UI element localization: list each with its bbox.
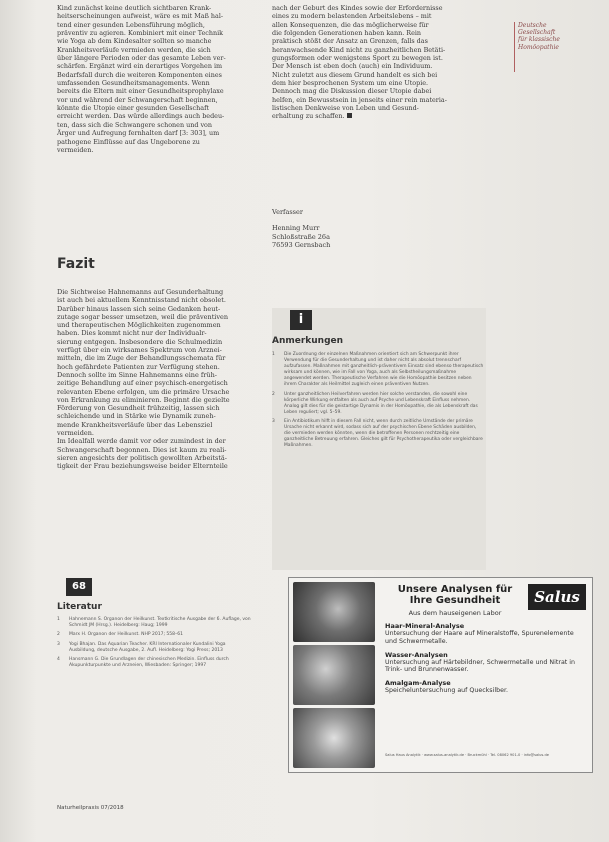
literature-text: Hansmann G. Die Grundlagen der chinesischen Medizin. Einfluss durch Akupunkturpunkte und Arzneien, Wiesbaden: Springer; 1997 (69, 657, 229, 669)
text-line: die folgenden Generationen haben kann. Rein (272, 29, 422, 38)
text-line: Förderung von Gesundheit frühzeitig, lassen sich (57, 404, 220, 413)
ad-item (385, 651, 585, 675)
society-logo (518, 22, 598, 51)
note-item (272, 392, 484, 416)
text-line: dem hier besprochenen System um eine Utopie. (272, 79, 429, 88)
note-number: 2 (272, 391, 275, 397)
ad-subline: Aus dem hauseigenen Labor (408, 609, 502, 617)
literature-heading: Literatur (57, 602, 102, 612)
ad-headline: Unsere Analysen für Ihre Gesundheit (397, 584, 513, 606)
ad-photo-water (293, 645, 375, 705)
ad-item-title: Amalgam-Analyse (385, 679, 451, 688)
literature-item (57, 617, 253, 629)
text-line: Nicht zuletzt aus diesem Grund handelt es sich bei (272, 70, 438, 79)
text-line: sieren angesichts der politisch gewollten Arbeitstä- (57, 453, 227, 462)
text-line: vermeiden. (57, 429, 94, 438)
text-line: sierung entgegen. Insbesondere die Schulmedizin (57, 337, 223, 346)
note-text: Ein Antibiotikum hilft in diesem Fall nicht, wenn durch zeitliche Umstände der primäre Ursache nicht erkannt wird, sodass sich auf der psychischen Ebene Schäden ausbilden, die vermieden werden könnten, wenn die betroffenen Personen rechtzeitig eine ganzheitliche Betreuung erfahren. Gleiches gilt für Psychotherapeutika oder vergleichbare Maßnahmen. (284, 418, 483, 449)
literature-number: 4 (57, 657, 60, 663)
ad-item-desc: Speicheluntersuchung auf Quecksilber. (385, 687, 508, 695)
text-line (272, 112, 486, 120)
text-line: präventiv zu agieren. Kombiniert mit einer Technik (57, 29, 224, 38)
ad-contact: Salus Haus Analytik · www.salus-analytik.de · Bruckmühl · Tel. 08062 901-0 · info@salus.de (385, 753, 549, 757)
literature-number: 1 (57, 617, 60, 622)
info-icon: i (290, 310, 312, 330)
ad-item-title: Wasser-Analysen (385, 650, 448, 659)
literature-text: Yogi Bhajan. Das Aquarian Teacher. KRI Internationaler Kundalini Yoga Ausbildung, deutsche Ausgabe, 2. Aufl. Heidelberg: Yogi Press; 2013 (69, 641, 226, 653)
ad-photo-hair (293, 582, 375, 642)
text-line: hoch gefährdete Patienten zur Verfügung stehen. (57, 362, 220, 371)
text-line: schärfen. Ergänzt wird ein derartiges Vorgehen im (57, 62, 223, 71)
text-line: Krankheitsverläufe vermieden werden, die sich (57, 45, 211, 54)
note-number: 3 (272, 418, 275, 424)
literature-text: Hahnemann S. Organon der Heilkunst. Textkritische Ausgabe der 6. Auflage, von Schmidt JM (Hrsg.). Heidelberg: Haug; 1999 (69, 617, 251, 629)
advertisement (288, 577, 593, 773)
literature-item (57, 632, 253, 638)
text-line: haben. Dies kommt nicht nur der Individualr- (57, 329, 207, 338)
text-line: umfassenden Gesundheitsmanagements. Wenn (57, 79, 210, 88)
note-text: Die Zuordnung der einzelnen Maßnahmen orientiert sich am Schwerpunkt ihrer Verwendung für die Gesunderhaltung und ist daher nicht als absolut trennscharf aufzufassen. Maßnahmen mit ganzheitlich-präventivem Einsatz sind ebenso therapeutisch wirksam und können, wie im Fall von Yoga, auch als Selbstheilungsmaßnahme angewendet werden. Therapeutische Verfahren wie die Homöopathie besitzen neben ihrem Charakter als Heilmittel zugleich einen präventiven Nutzen. (284, 352, 484, 388)
text-line: Ärger und Aufregung fernhalten darf [3: 303], um (57, 129, 220, 138)
text-line: Dennoch mag die Diskussion dieser Utopie dabei (272, 87, 432, 96)
author-street: Schloßstraße 26a (272, 232, 330, 241)
text-line: tend einer gesunden Lebensführung möglich, (57, 20, 205, 29)
logo-line: für klassische (518, 36, 560, 44)
text-line: Im Idealfall werde damit vor oder zumindest in der (57, 437, 226, 446)
text-line: ten, dass sich die Schwangere schonen und von (57, 120, 213, 129)
ad-item-title: Haar-Mineral-Analyse (385, 622, 465, 630)
text-line: praktisch stößt der Ansatz an Grenzen, falls das (272, 37, 428, 46)
text-line: zutage sogar besser umsetzen, weil die präventiven (57, 312, 229, 321)
text-line: bereits die Eltern mit einer Gesundheitsprophylaxe (57, 87, 224, 96)
text-line: listischen Denkweise von Leben und Gesund- (272, 104, 419, 113)
text-line: wie Yoga ab dem Kindesalter sollten so manche (57, 37, 212, 46)
text-line: helfen, ein Bewusstsein in jenseits einer rein materia- (272, 95, 447, 104)
text-line: Schwangerschaft begonnen. Dies ist kaum zu reali- (57, 445, 227, 454)
text-line: Dennoch sollte im Sinne Hahnemanns eine früh- (57, 370, 217, 379)
fazit-body (57, 288, 253, 471)
author-name: Henning Murr (272, 224, 320, 233)
ad-item-desc: Untersuchung der Haare auf Mineralstoffe, Spurenelemente und Schwermetalle. (385, 630, 574, 645)
ad-item (385, 622, 585, 646)
page-footer: Naturheilpraxis 07/2018 (57, 805, 124, 811)
text-line: Bedarfsfall durch die weiteren Komponenten eines (57, 70, 222, 79)
text-line: über längere Perioden oder das gesamte Leben ver- (57, 54, 226, 63)
text-line: verfügt über ein wirksames Spektrum von Arznei- (57, 346, 222, 355)
text-line: Darüber hinaus lassen sich seine Gedanken heut- (57, 304, 221, 313)
author-city: 76593 Gernsbach (272, 241, 331, 250)
ad-photo-column (293, 582, 375, 768)
text-line: mende Krankheitsverläufe über das Lebensziel (57, 420, 213, 429)
literature-item (57, 657, 253, 669)
text-line: von Erkrankung zu eliminieren. Beginnt die gezielte (57, 395, 230, 404)
text-line: nach der Geburt des Kindes sowie der Erfordernisse (272, 4, 443, 12)
literature-item (57, 642, 253, 654)
ad-item-list (385, 622, 585, 700)
note-number: 1 (272, 352, 275, 357)
note-item (272, 419, 484, 449)
text-line: allen Konsequenzen, die das möglicherweise für (272, 20, 429, 29)
text-line: Die Sichtweise Hahnemanns auf Gesunderhaltung (57, 288, 224, 296)
literature-number: 3 (57, 641, 60, 647)
text-line: heitserscheinungen aufweist, wäre es mit Maß hal- (57, 12, 224, 21)
text-line: erreicht werden. Das würde allerdings auch bedeu- (57, 112, 225, 121)
text-line: Kind zunächst keine deutlich sichtbaren Krank- (57, 4, 212, 12)
text-line: und therapeutischen Möglichkeiten zugenommen (57, 321, 221, 330)
text-line: könnte die Utopie einer gesunden Gesellschaft (57, 104, 209, 113)
text-line: mitteln, die im Zuge der Behandlungsschemata für (57, 354, 226, 363)
logo-line: Homöopathie (518, 43, 559, 51)
text-line: vermeiden. (57, 145, 94, 154)
section-heading-fazit: Fazit (57, 256, 95, 272)
logo-line: Deutsche (518, 22, 547, 29)
end-of-article-square-icon (347, 113, 352, 118)
text-line: relevanten Ebene erfolgen, um die primäre Ursache (57, 387, 230, 396)
notes-heading: Anmerkungen (272, 336, 344, 346)
salus-logo: Salus (528, 584, 586, 610)
text-line: Der Mensch ist eben doch (auch) ein Individuum. (272, 62, 433, 71)
notes-list (272, 352, 484, 452)
text-line-end: erhaltung zu schaffen. (272, 112, 345, 121)
body-text-left (57, 4, 253, 154)
text-line: heranwachsende Kind nicht zu ganzheitlichen Betäti- (272, 45, 446, 54)
text-line: schleichende und in Stärke wie Dynamik zuneh- (57, 412, 216, 421)
logo-line: Gesellschaft (518, 29, 556, 37)
author-block (272, 208, 472, 250)
literature-icon: 68 (66, 578, 92, 596)
text-line: eines zu modern belastenden Arbeitslebens – mit (272, 12, 432, 21)
text-line: pathogene Einflüsse auf das Ungeborene zu (57, 137, 200, 146)
literature-list (57, 617, 253, 672)
body-text-right (272, 4, 486, 121)
text-line: zeitige Behandlung auf einer psychisch-energetisch (57, 379, 228, 388)
text-line: ist auch bei aktuellem Kenntnisstand nicht obsolet. (57, 296, 226, 305)
note-text: Unter ganzheitlichen Heilverfahren werden hier solche verstanden, die sowohl eine körperliche Wirkung entfalten als auch auf Psyche und Lebenskraft Einfluss nehmen. Analog gilt dies für die geistartige Dynamis in der Homöopathie, die als Lebenskraft das Leben reguliert; vgl. 5–59. (284, 391, 478, 415)
text-line: tigkeit der Frau beziehungsweise beider Elternteile (57, 462, 228, 471)
ad-item-desc: Untersuchung auf Härtebildner, Schwermetalle und Nitrat in Trink- und Brunnenwasser. (385, 658, 576, 674)
ad-photo-amalgam (293, 708, 375, 768)
logo-accent-bar (514, 22, 515, 72)
note-item (272, 352, 484, 389)
text-line: vor und während der Schwangerschaft beginnen, (57, 95, 218, 104)
text-line: gungsformen oder wenigstens Sport zu bewegen ist. (272, 54, 443, 63)
author-label: Verfasser (272, 208, 303, 216)
literature-number: 2 (57, 632, 60, 638)
literature-text: Marx H. Organon der Heilkunst. NHP 2017; 558–61 (69, 632, 184, 638)
ad-item (385, 679, 585, 695)
